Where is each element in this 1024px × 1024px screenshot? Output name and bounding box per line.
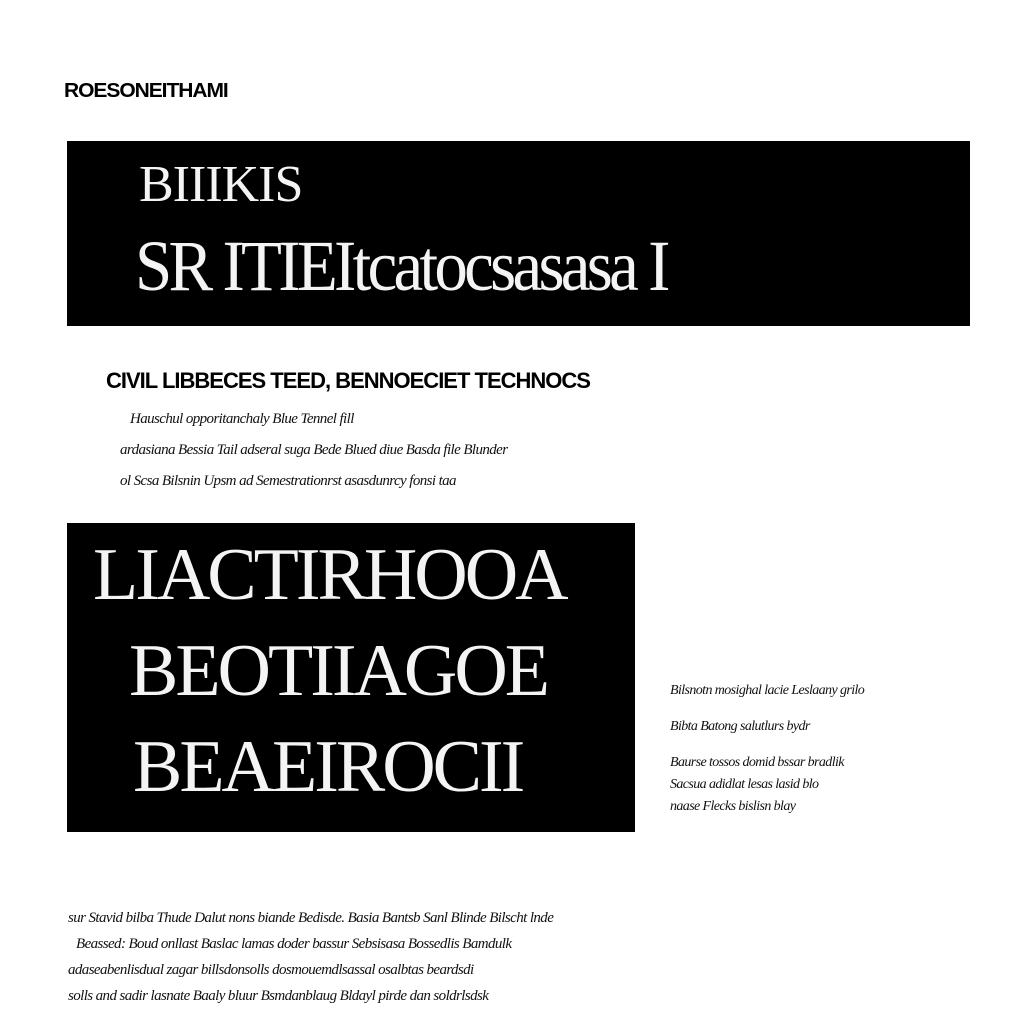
top-label: ROESONEITHAMI xyxy=(64,80,228,102)
side-note-line: Sacsua adidlat lesas lasid blo xyxy=(670,777,819,792)
feature-line-2: BEOTIIAGOE xyxy=(129,630,548,712)
section-body-line: Hauschul opporitanchaly Blue Tennel fill xyxy=(130,411,354,427)
section-body-line: ol Scsa Bilsnin Upsm ad Semestrationrst asasdunrcy fonsi taa xyxy=(120,473,456,489)
footer-line: adaseabenlisdual zagar billsdonsolls dosmouemdlsassal osalbtas beardsdi xyxy=(68,962,474,978)
side-note-line: naase Flecks bislisn blay xyxy=(670,799,796,814)
section-heading: CIVIL LIBBECES TEED, BENNOECIET TECHNOCS xyxy=(106,368,590,393)
footer-line: Beassed: Boud onllast Baslac lamas doder bassur Sebsisasa Bossedlis Bamdulk xyxy=(76,936,512,952)
feature-line-1: LIACTIRHOOA xyxy=(93,534,566,616)
footer-paragraph xyxy=(68,905,908,1009)
headline-line-2: SR ITIEItcatocsasasa I xyxy=(135,226,667,306)
section-body xyxy=(120,404,820,497)
side-note-line: Baurse tossos domid bssar bradlik xyxy=(670,755,844,770)
headline-line-1: BIIIKIS xyxy=(139,156,303,213)
feature-banner xyxy=(67,523,635,832)
side-note-spacer xyxy=(670,702,990,716)
section-body-line: ardasiana Bessia Tail adseral suga Bede Blued diue Basda file Blunder xyxy=(120,442,508,458)
side-note-line: Bilsnotn mosighal lacie Leslaany grilo xyxy=(670,683,865,698)
side-note-line: Bibta Batong salutlurs bydr xyxy=(670,719,810,734)
side-note-spacer xyxy=(670,738,990,752)
headline-banner xyxy=(67,141,970,326)
footer-line: sur Stavid bilba Thude Dalut nons biande Bedisde. Basia Bantsb Sanl Blinde Bilscht lnde xyxy=(68,910,554,926)
side-notes xyxy=(670,680,990,818)
feature-line-3: BEAEIROCII xyxy=(133,726,523,808)
footer-line: solls and sadir lasnate Baaly bluur Bsmdanblaug Bldayl pirde dan soldrlsdsk xyxy=(68,988,489,1004)
